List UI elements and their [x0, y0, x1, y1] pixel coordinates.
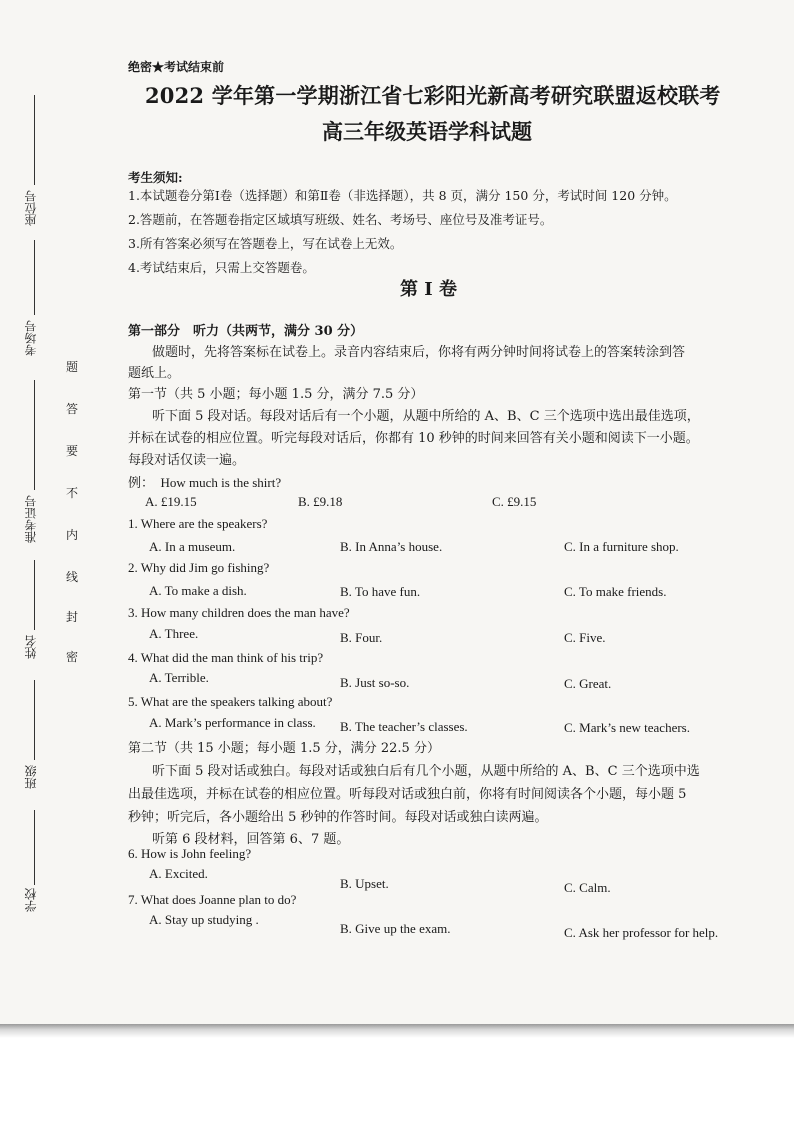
seal-char: 密	[66, 650, 79, 664]
q1-option-a: A. In a museum.	[149, 539, 236, 554]
example-option-b: B. £9.18	[298, 494, 343, 509]
school-label: 学校	[24, 888, 38, 912]
confidential-mark: 绝密★考试结束前	[128, 60, 225, 74]
notice-item: 4.考试结束后，只需上交答题卷。	[128, 260, 315, 275]
section1-intro: 听下面 5 段对话。每段对话后有一个小题，从题中所给的 A、B、C 三个选项中选出最佳选项，	[152, 409, 700, 424]
question-1: 1. Where are the speakers?	[128, 516, 268, 531]
question-4: 4. What did the man think of his trip?	[128, 650, 324, 665]
name-label: 姓名	[24, 635, 38, 659]
q4-option-c: C. Great.	[564, 676, 612, 691]
question-3: 3. How many children does the man have?	[128, 605, 350, 620]
seal-char: 答	[66, 402, 79, 416]
seat-number-line	[34, 95, 35, 185]
q2-option-b: B. To have fun.	[340, 584, 421, 599]
q7-option-b: B. Give up the exam.	[340, 921, 451, 936]
question-5: 5. What are the speakers talking about?	[128, 694, 333, 709]
part1-intro: 做题时，先将答案标在试卷上。录音内容结束后，你将有两分钟时间将试卷上的答案转涂到答	[152, 345, 686, 360]
q5-option-b: B. The teacher’s classes.	[340, 719, 468, 734]
q7-option-c: C. Ask her professor for help.	[564, 925, 719, 940]
q3-option-c: C. Five.	[564, 630, 606, 645]
q5-option-a: A. Mark’s performance in class.	[149, 715, 316, 730]
section2-intro: 出最佳选项，并标在试卷的相应位置。听每段对话或独白前，你将有时间阅读各个小题，每小题 5	[128, 787, 687, 802]
q3-option-b: B. Four.	[340, 630, 383, 645]
q1-option-c: C. In a furniture shop.	[564, 539, 679, 554]
school-line	[34, 810, 35, 885]
seal-char: 线	[66, 570, 79, 584]
seat-number-label: 座位号	[24, 190, 38, 226]
notice-item: 3.所有答案必须写在答题卷上，写在试卷上无效。	[128, 236, 403, 251]
exam-subtitle: 高三年级英语学科试题	[322, 119, 532, 144]
q4-option-b: B. Just so-so.	[340, 675, 410, 690]
q6-option-b: B. Upset.	[340, 876, 389, 891]
q1-option-b: B. In Anna’s house.	[340, 539, 443, 554]
seal-char: 内	[66, 528, 79, 542]
part1-intro: 题纸上。	[128, 366, 181, 381]
material-instruction: 听第 6 段材料，回答第 6、7 题。	[152, 832, 350, 847]
q6-option-a: A. Excited.	[149, 866, 208, 881]
admission-number-label: 准考证号	[24, 495, 38, 543]
q3-option-a: A. Three.	[149, 626, 199, 641]
page-edge	[0, 1024, 794, 1038]
section1-intro: 每段对话仅读一遍。	[128, 453, 246, 468]
question-2: 2. Why did Jim go fishing?	[128, 560, 270, 575]
example-option-a: A. £19.15	[145, 494, 197, 509]
name-line	[34, 560, 35, 630]
seal-char: 题	[66, 360, 79, 374]
q5-option-c: C. Mark’s new teachers.	[564, 720, 690, 735]
admission-number-line	[34, 380, 35, 490]
section2-intro: 听下面 5 段对话或独白。每段对话或独白后有几个小题，从题中所给的 A、B、C 三个选项中选	[152, 764, 700, 779]
class-label: 班级	[24, 765, 38, 789]
example-question: 例： How much is the shirt?	[128, 475, 282, 490]
section2-heading: 第二节（共 15 小题；每小题 1.5 分，满分 22.5 分）	[128, 741, 440, 756]
example-option-c: C. £9.15	[492, 494, 537, 509]
question-7: 7. What does Joanne plan to do?	[128, 892, 297, 907]
section1-intro: 并标在试卷的相应位置。听完每段对话后，你都有 10 秒钟的时间来回答有关小题和阅读下一小题。	[128, 431, 699, 446]
volume-heading: 第 I 卷	[400, 279, 457, 300]
q7-option-a: A. Stay up studying .	[149, 912, 259, 927]
section1-heading: 第一节（共 5 小题；每小题 1.5 分，满分 7.5 分）	[128, 387, 424, 402]
seal-char: 要	[66, 444, 79, 458]
class-line	[34, 680, 35, 760]
q4-option-a: A. Terrible.	[149, 670, 209, 685]
seal-char: 不	[66, 486, 79, 500]
notice-item: 1.本试题卷分第Ⅰ卷（选择题）和第Ⅱ卷（非选择题），共 8 页，满分 150 分，考试时间 120 分钟。	[128, 188, 677, 203]
q2-option-a: A. To make a dish.	[149, 583, 247, 598]
section2-intro: 秒钟；听完后，各小题给出 5 秒钟的作答时间。每段对话或独白读两遍。	[128, 810, 548, 825]
notice-item: 2.答题前，在答题卷指定区域填写班级、姓名、考场号、座位号及准考证号。	[128, 212, 553, 227]
q2-option-c: C. To make friends.	[564, 584, 667, 599]
exam-room-label: 考场号	[24, 320, 38, 356]
exam-title: 2022 学年第一学期浙江省七彩阳光新高考研究联盟返校联考	[145, 83, 721, 108]
exam-room-line	[34, 240, 35, 315]
part1-heading: 第一部分 听力（共两节，满分 30 分）	[128, 324, 364, 339]
q6-option-c: C. Calm.	[564, 880, 611, 895]
seal-char: 封	[66, 610, 79, 624]
notice-heading: 考生须知:	[128, 170, 183, 185]
question-6: 6. How is John feeling?	[128, 846, 252, 861]
